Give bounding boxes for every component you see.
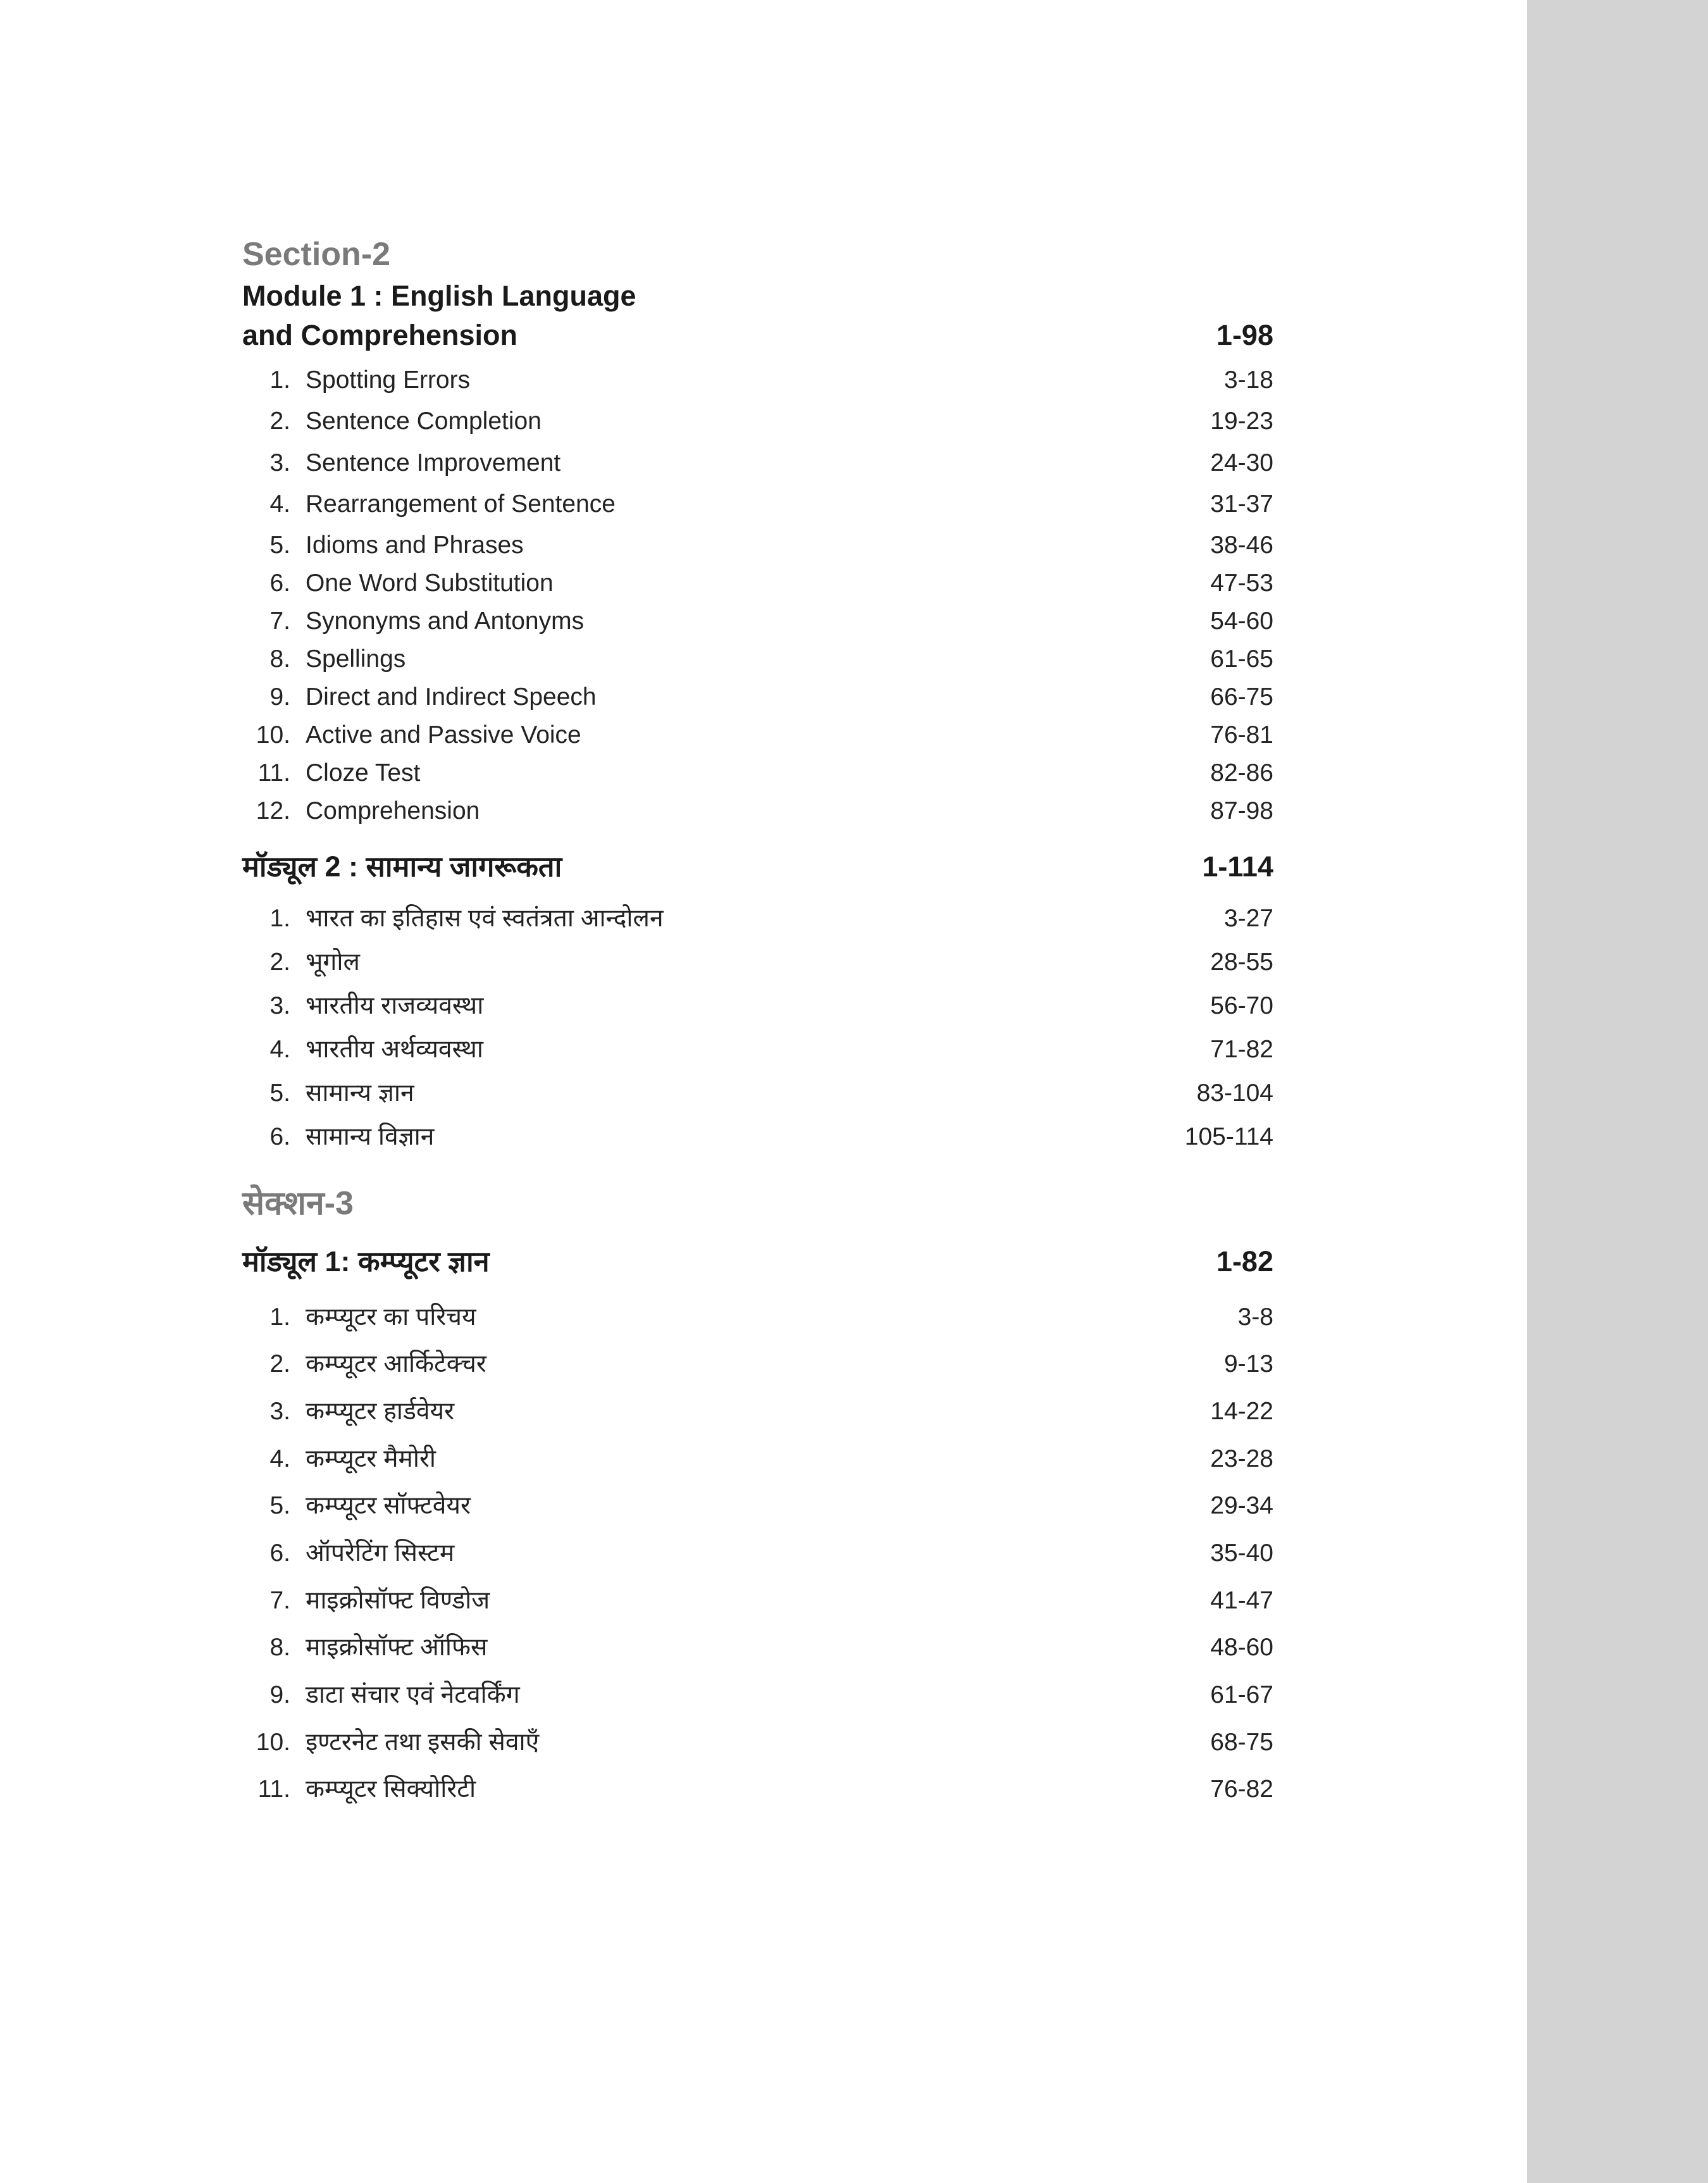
item-title: One Word Substitution [306, 569, 554, 597]
item-title: इण्टरनेट तथा इसकी सेवाएँ [306, 1729, 540, 1756]
toc-item [242, 946, 1273, 979]
toc-item [242, 1584, 1273, 1617]
item-title: Spotting Errors [306, 366, 471, 394]
module-2-header [242, 849, 1273, 885]
item-number: 6. [269, 1123, 290, 1150]
item-pages: 47-53 [1210, 569, 1273, 597]
module-1-pages: 1-98 [1216, 319, 1273, 351]
item-number: 4. [269, 490, 290, 518]
item-title: Rearrangement of Sentence [306, 490, 616, 518]
item-title: कम्प्यूटर सिक्योरिटी [306, 1776, 476, 1803]
item-pages: 3-18 [1223, 366, 1273, 394]
item-number: 3. [269, 992, 290, 1019]
item-pages: 83-104 [1196, 1079, 1273, 1107]
item-number: 8. [269, 1634, 290, 1661]
item-pages: 29-34 [1210, 1492, 1273, 1519]
module-2-pages: 1-114 [1202, 850, 1273, 883]
module-1-title-line1: Module 1 : English Language [242, 280, 636, 312]
item-title: भारतीय अर्थव्यवस्था [306, 1036, 484, 1063]
item-pages: 66-75 [1210, 683, 1273, 711]
item-title: कम्प्यूटर सॉफ्टवेयर [306, 1492, 471, 1519]
item-number: 10. [256, 1729, 290, 1756]
item-number: 10. [256, 721, 290, 749]
module-1-title-line2: and Comprehension [242, 319, 518, 351]
item-pages: 82-86 [1210, 759, 1273, 787]
item-pages: 56-70 [1210, 992, 1273, 1019]
item-title: Idioms and Phrases [306, 532, 524, 559]
section-3-module-1-title: मॉड्यूल 1: कम्प्यूटर ज्ञान [242, 1245, 490, 1278]
item-pages: 87-98 [1210, 797, 1273, 824]
item-number: 6. [269, 1539, 290, 1567]
page-margin-strip [1527, 0, 1708, 2183]
item-title: Cloze Test [306, 759, 421, 787]
toc-item [242, 1490, 1273, 1522]
item-pages: 76-82 [1210, 1776, 1273, 1803]
item-pages: 38-46 [1210, 532, 1273, 559]
toc-item [242, 1773, 1273, 1806]
item-title: सामान्य ज्ञान [306, 1079, 414, 1107]
item-pages: 14-22 [1210, 1398, 1273, 1425]
item-title: ऑपरेटिंग सिस्टम [306, 1539, 455, 1567]
item-number: 1. [269, 366, 290, 394]
item-number: 11. [257, 1776, 290, 1803]
item-title: सामान्य विज्ञान [306, 1123, 435, 1150]
item-number: 9. [269, 683, 290, 711]
toc-item [242, 643, 1273, 676]
item-pages: 54-60 [1210, 607, 1273, 635]
toc-item [242, 1121, 1273, 1154]
item-pages: 3-27 [1223, 905, 1273, 932]
item-number: 5. [269, 1492, 290, 1519]
module-1-header [242, 318, 1273, 353]
item-number: 11. [257, 759, 290, 787]
item-title: माइक्रोसॉफ्ट ऑफिस [306, 1634, 488, 1661]
item-title: कम्प्यूटर का परिचय [306, 1303, 476, 1331]
section-3-module-1-pages: 1-82 [1216, 1245, 1273, 1278]
item-number: 7. [269, 607, 290, 635]
table-of-contents [242, 0, 1273, 2183]
toc-item [242, 1301, 1273, 1334]
toc-item [242, 990, 1273, 1023]
item-pages: 19-23 [1210, 407, 1273, 435]
item-pages: 31-37 [1210, 490, 1273, 518]
toc-item [242, 605, 1273, 638]
item-pages: 24-30 [1210, 449, 1273, 476]
item-title: डाटा संचार एवं नेटवर्किंग [306, 1681, 520, 1708]
toc-item [242, 364, 1273, 397]
item-title: कम्प्यूटर हार्डवेयर [306, 1398, 455, 1425]
item-pages: 3-8 [1237, 1303, 1273, 1331]
item-title: भारतीय राजव्यवस्था [306, 992, 484, 1019]
toc-item [242, 529, 1273, 562]
item-number: 2. [269, 407, 290, 435]
toc-item [242, 1395, 1273, 1428]
item-number: 3. [269, 1398, 290, 1425]
toc-item [242, 1726, 1273, 1759]
item-title: Direct and Indirect Speech [306, 683, 597, 711]
toc-item [242, 488, 1273, 521]
toc-item [242, 1077, 1273, 1110]
item-number: 8. [269, 645, 290, 673]
toc-item [242, 1443, 1273, 1476]
item-title: भारत का इतिहास एवं स्वतंत्रता आन्दोलन [306, 905, 664, 932]
toc-item [242, 447, 1273, 480]
item-pages: 61-65 [1210, 645, 1273, 673]
item-pages: 48-60 [1210, 1634, 1273, 1661]
toc-item [242, 567, 1273, 600]
item-number: 3. [269, 449, 290, 476]
toc-item [242, 795, 1273, 828]
item-pages: 23-28 [1210, 1445, 1273, 1472]
section-3-module-1-header [242, 1244, 1273, 1279]
item-number: 5. [269, 532, 290, 559]
item-number: 1. [269, 905, 290, 932]
item-number: 5. [269, 1079, 290, 1107]
section-3-heading: सेक्शन-3 [242, 1185, 354, 1222]
toc-item [242, 1033, 1273, 1066]
item-number: 2. [269, 948, 290, 976]
item-title: कम्प्यूटर मैमोरी [306, 1445, 436, 1472]
item-pages: 9-13 [1223, 1350, 1273, 1378]
item-number: 4. [269, 1036, 290, 1063]
toc-item [242, 757, 1273, 790]
item-pages: 41-47 [1210, 1587, 1273, 1614]
item-pages: 105-114 [1184, 1123, 1273, 1150]
toc-item [242, 1631, 1273, 1664]
item-title: Synonyms and Antonyms [306, 607, 585, 635]
toc-item [242, 1348, 1273, 1381]
item-pages: 61-67 [1210, 1681, 1273, 1708]
item-pages: 28-55 [1210, 948, 1273, 976]
item-title: Comprehension [306, 797, 480, 824]
item-number: 1. [269, 1303, 290, 1331]
toc-item [242, 902, 1273, 935]
item-number: 4. [269, 1445, 290, 1472]
item-number: 2. [269, 1350, 290, 1378]
item-title: Active and Passive Voice [306, 721, 581, 749]
toc-item [242, 405, 1273, 438]
item-pages: 68-75 [1210, 1729, 1273, 1756]
item-number: 9. [269, 1681, 290, 1708]
item-title: माइक्रोसॉफ्ट विण्डोज [306, 1587, 490, 1614]
item-title: Spellings [306, 645, 406, 673]
item-pages: 35-40 [1210, 1539, 1273, 1567]
item-number: 12. [256, 797, 290, 824]
item-number: 6. [269, 569, 290, 597]
toc-item [242, 719, 1273, 752]
section-2-heading: Section-2 [242, 236, 391, 273]
item-title: Sentence Improvement [306, 449, 561, 476]
item-number: 7. [269, 1587, 290, 1614]
item-title: Sentence Completion [306, 407, 541, 435]
item-pages: 76-81 [1210, 721, 1273, 749]
item-title: कम्प्यूटर आर्किटेक्चर [306, 1350, 486, 1378]
item-pages: 71-82 [1210, 1036, 1273, 1063]
toc-item [242, 681, 1273, 714]
toc-item [242, 1537, 1273, 1570]
item-title: भूगोल [306, 948, 360, 976]
toc-item [242, 1679, 1273, 1712]
module-2-title: मॉड्यूल 2 : सामान्य जागरूकता [242, 850, 562, 883]
